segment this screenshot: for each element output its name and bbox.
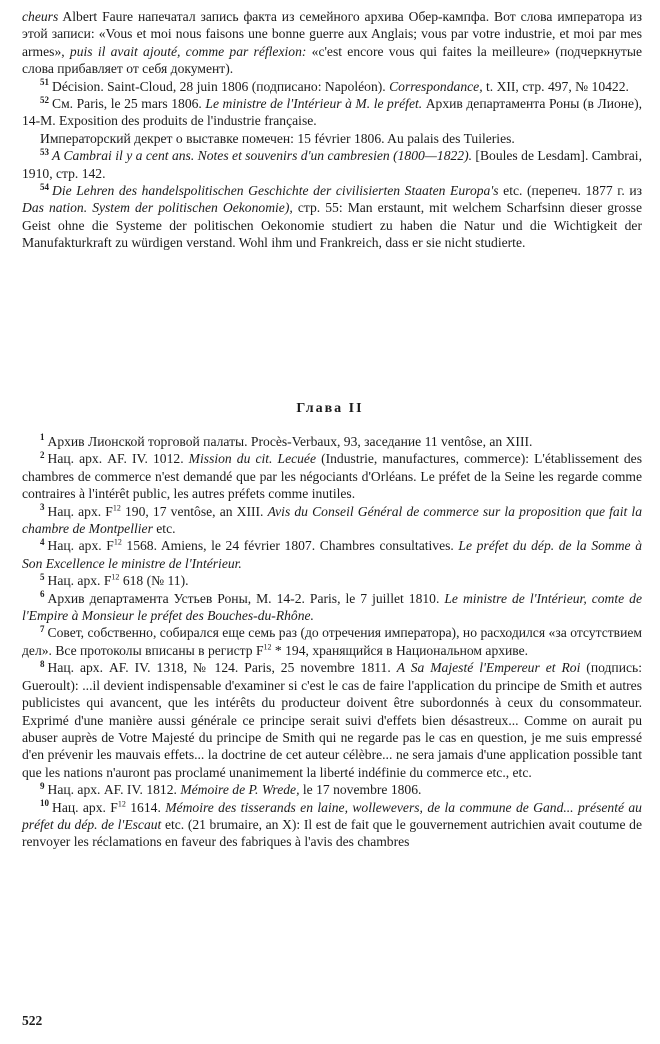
footnote-5: $^5$ Нац. арх. $F^{12}$ 618 (№ 11). — [40, 571, 189, 589]
footnote-8: $^8$ Нац. арх. AF. IV. 1318, № 124. Paris, 25 novembre 1811. A Sa Majesté l'Empereur et Roi (подпись: Gueroult): ...il devient indispensable d'examiner si c'est le cas de faire l'application du principe de Smith et autres publicistes qui avancent, que les intérêts du producteur doivent être subordonnés à ceux du consommateur. Exprimé d'une manière aussi générale ce principe serait suivi d'effets bien désastreux... Comme on aurait pu abuser auprès de Votre Majesté du principe de Smith qui ne regarde pas le cas en question, je me suis empressé d'en prévenir les mauvais effets... la doctrine de cet auteur célèbre... ne sera jamais d'une application possible tant que les nations n'auront pas proclamé unanimement la liberté indéfinie du commerce etc., etc. — [22, 658, 642, 780]
italic-text: Mémoire de P. Wrede, — [180, 782, 300, 798]
italic-text: Correspondance, — [389, 78, 483, 94]
superscript: 12 — [111, 572, 120, 582]
italic-text: Das nation. System der politischen Oekonomie), — [22, 200, 293, 216]
italic-text: Mission du cit. Lecuée — [188, 451, 317, 467]
footnote-number: 6 — [40, 589, 45, 600]
italic-text: Le ministre de l'Intérieur à M. le préfet. — [205, 96, 423, 112]
footnote-53: $^{53}$ A Cambrai il y a cent ans. Notes et souvenirs d'un cambresien (1800—1822). [Boules de Lesdam]. Cambrai, 1910, стр. 142. — [22, 146, 642, 181]
page-number: 522 — [22, 1013, 43, 1028]
footnote-2: $^2$ Нац. арх. AF. IV. 1012. Mission du cit. Lecuée (Industrie, manufactures, commerce): L'établissement des chambres de commerce n'est demandé que par les négociants d'Orléans. Le préfet de la Seine les regarde comme contraires à l'intérêt public, les autres préfets comme inutiles. — [22, 449, 642, 502]
italic-text: Die Lehren des handelspolitischen Geschichte der civilisierten Staaten Europa's — [52, 183, 499, 199]
italic-text: Le préfet du dép. de la Somme à Son Excellence le ministre de l'Intérieur. — [22, 538, 642, 571]
italic-text: Mémoire des tisserands en laine, wollewevers, de la commune de Gand... présenté au préfet du dép. de l'Escaut — [22, 799, 642, 832]
footnote-continuation: cheurs Albert Faure напечатал запись факта из семейного архива Обер-кампфа. Вот слова императора из этой записи: «Vous et moi nous faisons une bonne guerre aux Anglais; vous par votre industrie, et moi par mes armes», puis il avait ajouté, comme par réflexion: «c'est encore vous qui faites la meilleure» (подчеркнутые слова прибавляет от себя документ). — [22, 9, 642, 77]
superscript: 12 — [117, 799, 126, 808]
italic-text: cheurs — [22, 9, 59, 24]
italic-text: Le ministre de l'Intérieur, comte de l'Empire à Monsieur le préfet des Bouches-du-Rhône. — [22, 590, 642, 624]
footnote-number: 10 — [40, 798, 49, 808]
footnote-54: $^{54}$ Die Lehren des handelspolitischen Geschichte der civilisierten Staaten Europa's etc. (перепеч. 1877 г. из Das nation. System der politischen Oekonomie), стр. 55: Man erstaunt, mit welchem Scharfsinn dieser grosse Geist ohne die Systeme der politischen Oekonomie studiert zu haben die Natur und die Wichtigkeit der Manufakturkraft zu würdigen verstand. Wohl ihm und Frankreich, dass er sie nicht studierte. — [22, 181, 642, 251]
footnote-number: 52 — [40, 94, 49, 105]
footnote-52-continued: Императорский декрет о выставке помечен: 15 février 1806. Au palais des Tuileries. — [40, 130, 515, 146]
footnote-number: 4 — [40, 536, 45, 547]
footnote-number: 2 — [40, 449, 45, 460]
footnote-number: 7 — [40, 623, 45, 634]
italic-text: Avis du Conseil Général de commerce sur la proposition que fait la chambre de Montpellier — [22, 503, 642, 537]
italic-text: A Sa Majesté l'Empereur et Roi — [396, 660, 581, 676]
footnote-1: $^1$ Архив Лионской торговой палаты. Procès-Verbaux, 93, заседание 11 ventôse, an XIII. — [40, 432, 533, 449]
superscript: 12 — [263, 642, 272, 652]
footnote-number: 5 — [40, 571, 45, 582]
footnote-10: $^{10}$ Нац. арх. $F^{12}$ 1614. Mémoire des tisserands en laine, wollewevers, de la commune de Gand... présenté au préfet du dép. de l'Escaut etc. (21 brumaire, an X): Il est de fait que le gouvernement autrichien avait coutume de renvoyer les réclamations en faveur des fabriques à l'avis des chambres — [22, 798, 642, 850]
footnote-number: 54 — [40, 181, 49, 192]
superscript: 12 — [113, 537, 122, 547]
footnote-51: $^{51}$ Décision. Saint-Cloud, 28 juin 1806 (подписано: Napoléon). Correspondance, t. XII, стр. 497, № 10422. — [40, 77, 629, 94]
footnote-number: 9 — [40, 780, 45, 791]
footnote-3: $^3$ Нац. арх. $F^{12}$ 190, 17 ventôse, an XIII. Avis du Conseil Général de commerce sur la proposition que fait la chambre de Montpellier etc. — [22, 502, 642, 537]
footnote-number: 1 — [40, 432, 45, 443]
footnote-number: 51 — [40, 77, 49, 88]
footnote-6: $^6$ Архив департамента Устьев Роны, M. 14-2. Paris, le 7 juillet 1810. Le ministre de l'Intérieur, comte de l'Empire à Monsieur le préfet des Bouches-du-Rhône. — [22, 589, 642, 624]
footnote-52: $^{52}$ См. Paris, le 25 mars 1806. Le ministre de l'Intérieur à M. le préfet. Архив департамента Роны (в Лионе), 14-М. Exposition des produits de l'industrie française. — [22, 94, 642, 129]
footnote-4: $^4$ Нац. арх. $F^{12}$ 1568. Amiens, le 24 février 1807. Chambres consultatives. Le préfet du dép. de la Somme à Son Excellence le ministre de l'Intérieur. — [22, 536, 642, 571]
footnote-9: $^9$ Нац. арх. AF. IV. 1812. Mémoire de P. Wrede, le 17 novembre 1806. — [40, 780, 422, 798]
footnotes-chapter-1-end — [22, 8, 642, 252]
footnote-number: 3 — [40, 502, 45, 513]
footnotes-chapter-2 — [22, 433, 642, 851]
footnote-number: 53 — [40, 146, 49, 157]
italic-text: puis il avait ajouté, comme par réflexion: — [69, 43, 307, 59]
chapter-heading: Глава II — [296, 401, 364, 416]
footnote-number: 8 — [40, 658, 45, 669]
italic-text: A Cambrai il y a cent ans. Notes et souvenirs d'un cambresien (1800—1822). — [52, 148, 473, 164]
footnote-7: $^7$ Совет, собственно, собирался еще семь раз (до отречения императора), но расходился «за отсутствием дел». Все протоколы вписаны в регистр $F^{12} * 194$, хранящийся в Национальном архиве. — [22, 623, 642, 658]
superscript: 12 — [112, 503, 121, 513]
